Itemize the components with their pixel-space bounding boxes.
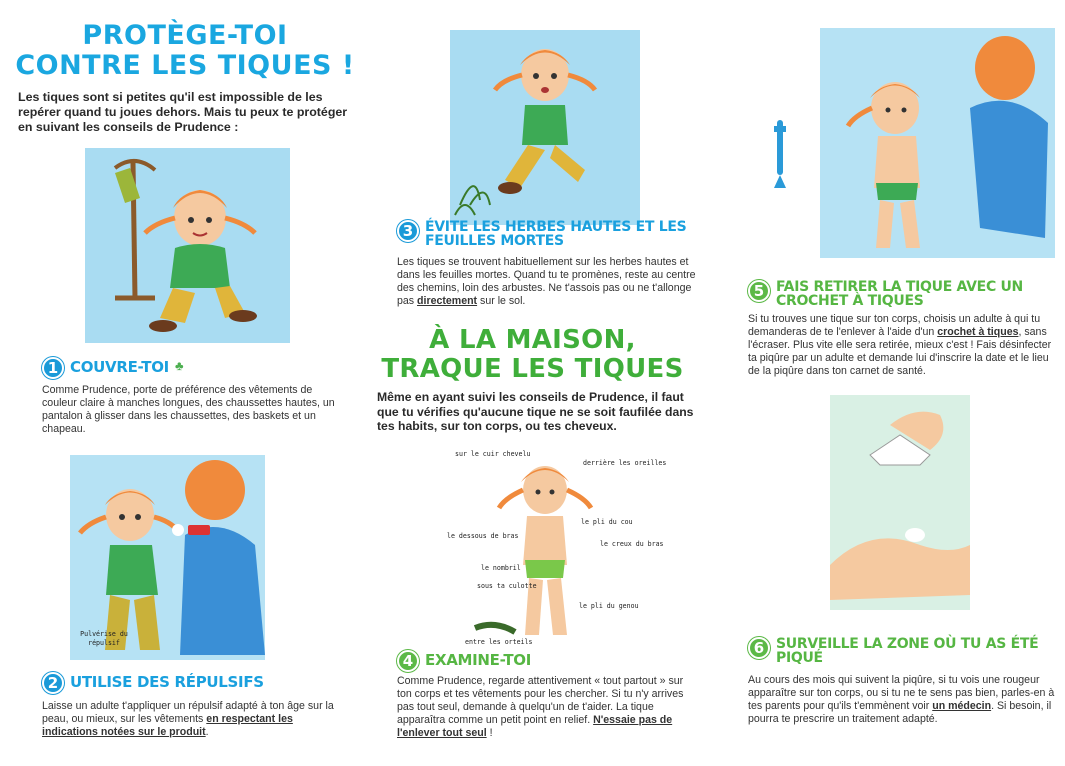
label-armpit: le dessous de bras (447, 532, 519, 540)
step5-text-pre: Si tu trouves une tique sur ton corps, choisis un adulte à qui tu demanderas de te l'enlever à l'aide d'un (748, 313, 1041, 338)
step5-number-badge: 5 (748, 280, 770, 302)
label-navel: le nombril (481, 564, 521, 572)
main-title-line2: CONTRE LES TIQUES ! (15, 50, 355, 82)
step3-title: ÉVITE LES HERBES HAUTES ET LES FEUILLES MORTES (425, 219, 687, 249)
step3-text-pre: Les tiques se trouvent habituellement sur les herbes hautes et dans les feuilles mortes. Quand tu te promènes, reste au centre des chemins, loin des arbustes. Ne t'assois pas ou ne t'allonge pas (397, 256, 696, 307)
illustration-disinfect (830, 395, 970, 610)
step5-text-link: crochet à tiques (937, 325, 1019, 338)
step6-text-pre: Au cours des mois qui suivent la piqûre, si tu vois une rougeur apparaître sur ton corps, ou si tu ne te sens pas bien, parles-en à tes parents pour qu'ils t'emmènent voir (748, 674, 1055, 712)
illustration-tick-removal (820, 28, 1055, 258)
illustration-running-girl (450, 30, 640, 225)
step4-heading (397, 650, 531, 672)
step3-number-badge: 3 (397, 220, 419, 242)
running-girl-drawing (450, 30, 640, 225)
column-middle (355, 0, 710, 766)
step3-text-post: sur le sol. (477, 294, 526, 307)
home-title (355, 326, 710, 383)
step4-number-badge: 4 (397, 650, 419, 672)
tick-removal-drawing (820, 28, 1055, 258)
step5-text (748, 313, 1058, 378)
main-title (0, 22, 370, 81)
intro-text: Les tiques sont si petites qu'il est impossible de les repérer quand tu joues dehors. Mais tu peux te protéger en suivant les conseils de Prudence : (18, 90, 348, 134)
label-neck: le pli du cou (581, 518, 633, 526)
home-title-line2: TRAQUE LES TIQUES (381, 353, 684, 384)
label-ears: derrière les oreilles (583, 459, 667, 467)
step1-heading (42, 357, 183, 379)
step6-text (748, 674, 1058, 726)
label-elbow: le creux du bras (600, 540, 664, 548)
step6-title: SURVEILLE LA ZONE OÙ TU AS ÉTÉ PIQUÉ (776, 636, 1039, 666)
step4-text-post: ! (486, 726, 493, 739)
label-toes: entre les orteils (465, 638, 533, 646)
step2-heading (42, 672, 264, 694)
label-scalp: sur le cuir chevelu (455, 450, 531, 458)
step3-text (397, 256, 697, 308)
step2-number-badge: 2 (42, 672, 64, 694)
column-right (710, 0, 1065, 766)
step5-title: FAIS RETIRER LA TIQUE AVEC UN CROCHET À TIQUES (776, 279, 1023, 309)
step4-text (397, 675, 699, 740)
home-title-line1: À LA MAISON, (429, 325, 636, 355)
illustration-covered-girl (85, 148, 290, 343)
label-underwear: sous ta culotte (477, 582, 537, 590)
step2-title: UTILISE DES RÉPULSIFS (70, 673, 264, 691)
repellent-label: Pulvérise du répulsif (80, 630, 128, 647)
tick-hook-icon (770, 120, 790, 190)
home-intro-text: Même en ayant suivi les conseils de Prudence, il faut que tu vérifies qu'aucune tique ne se soit faufilée dans tes habits, sur ton corps, ou tes cheveux. (377, 390, 694, 434)
step1-text: Comme Prudence, porte de préférence des vêtements de couleur claire à manches longues, des chaussettes hautes, un pantalon à glisser dans les chaussettes, des baskets et un chapeau. (42, 384, 335, 435)
label-knee: le pli du genou (579, 602, 639, 610)
step5-heading (748, 280, 1058, 308)
covered-girl-drawing (85, 148, 290, 343)
step4-text-pre: Comme Prudence, regarde attentivement « tout partout » sur ton corps et tes vêtements pour les chercher. Si tu n'y arrives pas tout seul, demande à quelqu'un de t'aider. La tique apparaîtra comme un petit point en relief. (397, 675, 684, 726)
step3-heading (397, 220, 697, 248)
step1-title: COUVRE-TOI (70, 358, 169, 376)
column-left (0, 0, 355, 766)
clover-icon: ♣ (174, 358, 184, 373)
step2-text-pre: Laisse un adulte t'appliquer un répulsif adapté à ton âge sur la peau, ou mieux, sur les vêtements (42, 700, 334, 725)
disinfect-drawing (830, 395, 970, 610)
step2-text-link: en respectant les indications notées sur le produit (42, 712, 293, 738)
main-title-line1: PROTÈGE-TOI (82, 20, 288, 51)
step6-heading (748, 637, 1058, 665)
step4-title: EXAMINE-TOI (425, 651, 532, 669)
step6-text-link: un médecin (932, 699, 992, 712)
step5-text-post: , sans l'écraser. Plus vite elle sera retirée, mieux c'est ! Fais désinfecter ta piqûre par un adulte et demande lui d'inscrire la date et le lieu de la piqûre dans ton carnet de santé. (748, 325, 1052, 377)
step1-number-badge: 1 (42, 357, 64, 379)
step6-text-post: . Si besoin, il pourra te prescrire un traitement adapté. (748, 699, 1052, 725)
step2-text-post: . (205, 725, 209, 738)
step4-text-link: N'essaie pas de l'enlever tout seul (397, 713, 673, 739)
step3-text-link: directement (417, 294, 478, 307)
step2-text (42, 700, 342, 739)
step6-number-badge: 6 (748, 637, 770, 659)
